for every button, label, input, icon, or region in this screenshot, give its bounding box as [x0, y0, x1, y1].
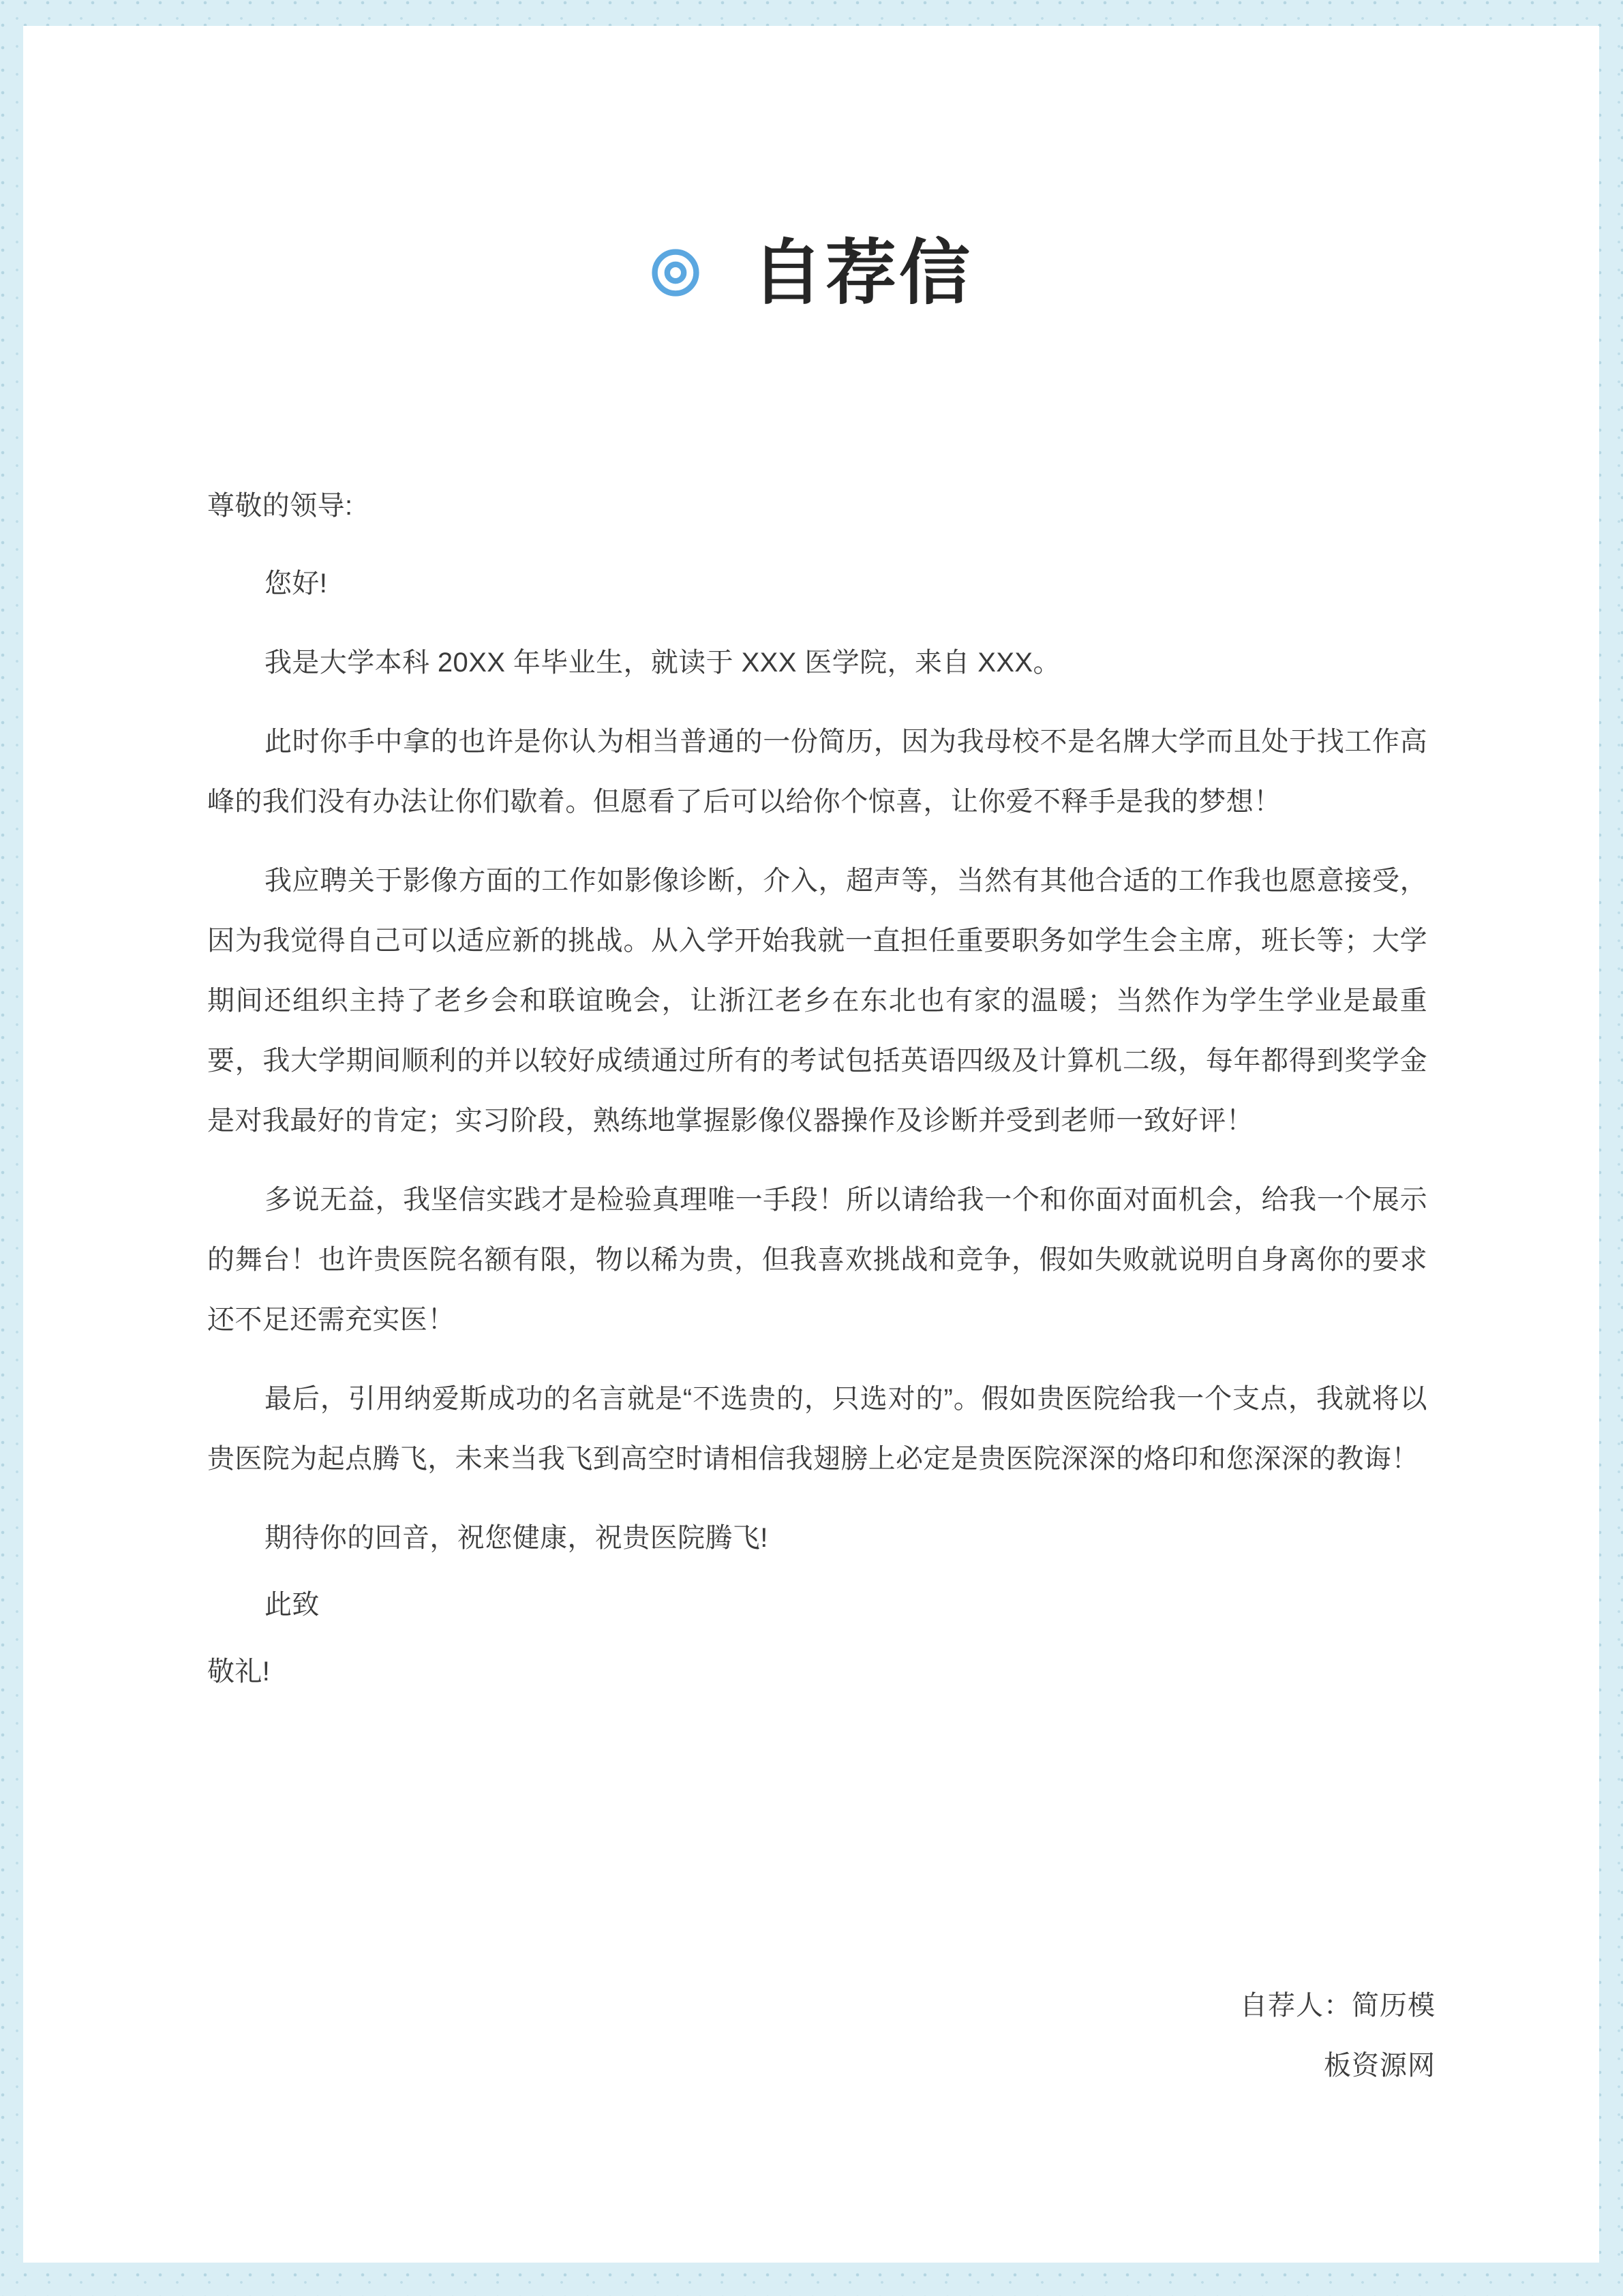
closing-jingli: 敬礼!: [207, 1657, 271, 1687]
paragraph-request-interview: 多说无益，我坚信实践才是检验真理唯一手段！所以请给我一个和你面对面机会，给我一个展示的舞台！也许贵医院名额有限，物以稀为贵，但我喜欢挑战和竞争，假如失败就说明自身离你的要求还不足还需充实医！: [207, 1185, 1427, 1335]
signature-source-line: 板资源网: [1324, 2051, 1436, 2081]
paragraph-well-wishes: 期待你的回音，祝您健康，祝贵医院腾飞!: [264, 1523, 768, 1553]
target-circle-icon: [650, 247, 701, 299]
letter-body: [207, 476, 1427, 1721]
signature-name-line: 自荐人：简历模: [1240, 1991, 1436, 2021]
closing-cizhi: 此致: [264, 1590, 320, 1620]
paragraph-quote-closing: 最后，引用纳爱斯成功的名言就是“不选贵的，只选对的”。假如贵医院给我一个支点，我就将以贵医院为起点腾飞，未来当我飞到高空时请相信我翅膀上必定是贵医院深深的烙印和您深深的教诲！: [207, 1384, 1427, 1474]
paragraph-qualifications: 我应聘关于影像方面的工作如影像诊断，介入，超声等，当然有其他合适的工作我也愿意接受，因为我觉得自己可以适应新的挑战。从入学开始我就一直担任重要职务如学生会主席，班长等；大学期间还组织主持了老乡会和联谊晚会，让浙江老乡在东北也有家的温暖；当然作为学生学业是最重要，我大学期间顺利的并以较好成绩通过所有的考试包括英语四级及计算机二级，每年都得到奖学金是对我最好的肯定；实习阶段，熟练地掌握影像仪器操作及诊断并受到老师一致好评！: [207, 866, 1427, 1136]
page-title: 自荐信: [751, 231, 973, 314]
document-header: [23, 231, 1599, 314]
greeting: 您好!: [264, 569, 328, 599]
salutation: 尊敬的领导:: [207, 491, 353, 521]
paragraph-resume-note: 此时你手中拿的也许是你认为相当普通的一份简历，因为我母校不是名牌大学而且处于找工作高峰的我们没有办法让你们歇着。但愿看了后可以给你个惊喜，让你爱不释手是我的梦想！: [207, 727, 1427, 817]
paragraph-intro: 我是大学本科 20XX 年毕业生，就读于 XXX 医学院，来自 XXX。: [264, 648, 1061, 678]
signature-block: [958, 1976, 1436, 2096]
letter-page: [23, 26, 1599, 2263]
